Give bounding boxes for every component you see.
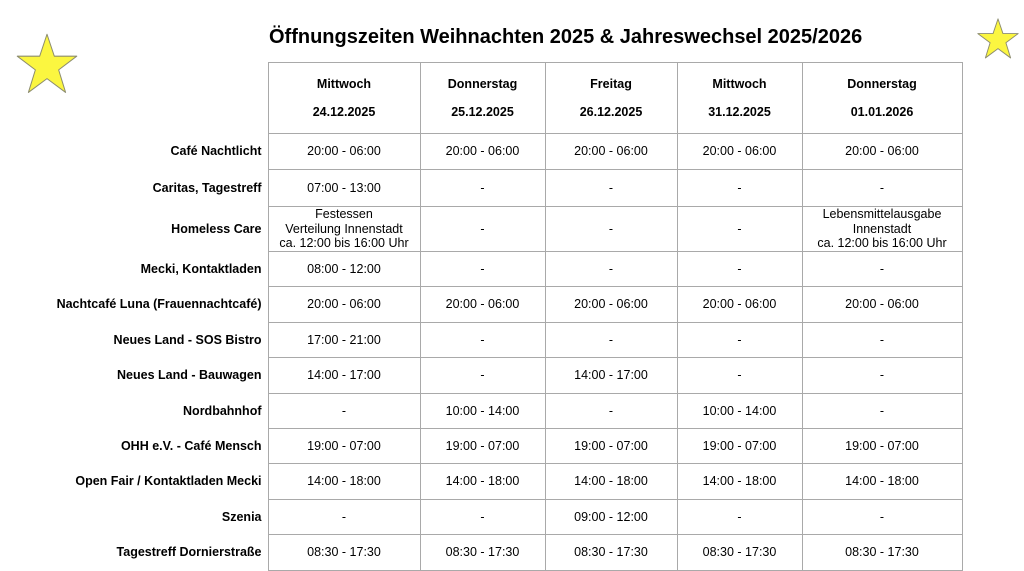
table-row [40, 535, 962, 571]
facility-name: Nachtcafé Luna (Frauennachtcafé) [56, 297, 262, 312]
opening-hours-cell: - [802, 252, 962, 287]
facility-name: Neues Land - Bauwagen [117, 368, 262, 383]
table-row [40, 170, 962, 207]
facility-name: Neues Land - SOS Bistro [113, 332, 262, 347]
opening-hours-cell: - [268, 394, 420, 429]
opening-hours-cell: 08:30 - 17:30 [268, 535, 420, 571]
opening-hours-cell: 09:00 - 12:00 [545, 500, 677, 535]
opening-hours-cell: 10:00 - 14:00 [420, 394, 545, 429]
opening-hours-cell: - [545, 207, 677, 252]
opening-hours-cell: 19:00 - 07:00 [677, 429, 802, 464]
opening-hours-cell: 08:30 - 17:30 [545, 535, 677, 571]
opening-hours-cell: - [802, 358, 962, 394]
opening-hours-cell: - [802, 394, 962, 429]
facility-name: Tagestreff Dornierstraße [116, 545, 262, 560]
opening-hours-cell: 20:00 - 06:00 [420, 287, 545, 323]
opening-hours-cell: - [802, 170, 962, 207]
table-row [40, 323, 962, 358]
opening-hours-cell: 17:00 - 21:00 [268, 323, 420, 358]
table-row [40, 394, 962, 429]
opening-hours-cell: - [420, 500, 545, 535]
day-weekday: Freitag [590, 77, 632, 91]
table-row [40, 429, 962, 464]
opening-hours-cell: - [420, 207, 545, 252]
table-row [40, 134, 962, 170]
table-row [40, 358, 962, 394]
day-weekday: Mittwoch [316, 77, 372, 91]
opening-hours-cell: Lebensmittelausgabe Innenstadt ca. 12:00 bis 16:00 Uhr [802, 207, 962, 252]
day-header [268, 63, 420, 134]
opening-hours-cell: 20:00 - 06:00 [802, 134, 962, 170]
opening-hours-cell: - [802, 500, 962, 535]
opening-hours-cell: 20:00 - 06:00 [802, 287, 962, 323]
table-row [40, 207, 962, 252]
day-weekday: Donnerstag [447, 77, 518, 91]
opening-hours-cell: 19:00 - 07:00 [802, 429, 962, 464]
day-header [677, 63, 802, 134]
day-header [420, 63, 545, 134]
opening-hours-cell: 14:00 - 17:00 [545, 358, 677, 394]
opening-hours-cell: - [420, 252, 545, 287]
opening-hours-cell: 14:00 - 18:00 [545, 464, 677, 500]
table-row [40, 252, 962, 287]
opening-hours-cell: - [545, 170, 677, 207]
day-date: 24.12.2025 [312, 105, 376, 119]
opening-hours-cell: - [677, 170, 802, 207]
opening-hours-cell: - [268, 500, 420, 535]
day-date: 31.12.2025 [708, 105, 771, 119]
opening-hours-cell: 14:00 - 18:00 [420, 464, 545, 500]
header-row [40, 63, 962, 134]
day-date: 01.01.2026 [850, 105, 914, 119]
right-star-shape [978, 19, 1018, 58]
day-header [545, 63, 677, 134]
opening-hours-cell: - [677, 323, 802, 358]
right-star-icon [977, 18, 1019, 59]
opening-hours-cell: 07:00 - 13:00 [268, 170, 420, 207]
day-weekday: Donnerstag [847, 77, 917, 91]
opening-hours-cell: - [545, 323, 677, 358]
opening-hours-cell: 20:00 - 06:00 [545, 134, 677, 170]
day-date: 25.12.2025 [451, 105, 514, 119]
header-corner [40, 63, 268, 134]
opening-hours-cell: - [677, 252, 802, 287]
opening-hours-cell: - [545, 394, 677, 429]
opening-hours-cell: - [677, 207, 802, 252]
opening-hours-cell: 08:30 - 17:30 [420, 535, 545, 571]
opening-hours-cell: 20:00 - 06:00 [677, 287, 802, 323]
opening-hours-cell: 20:00 - 06:00 [268, 134, 420, 170]
opening-hours-cell: 20:00 - 06:00 [268, 287, 420, 323]
facility-name: Café Nachtlicht [170, 144, 262, 159]
opening-hours-cell: - [420, 323, 545, 358]
day-header [802, 63, 962, 134]
opening-hours-cell: 20:00 - 06:00 [677, 134, 802, 170]
day-date: 26.12.2025 [579, 105, 643, 119]
facility-name: Szenia [221, 509, 262, 524]
opening-hours-cell: - [802, 323, 962, 358]
facility-name: Nordbahnhof [183, 403, 262, 418]
opening-hours-cell: 19:00 - 07:00 [545, 429, 677, 464]
opening-hours-cell: 08:30 - 17:30 [802, 535, 962, 571]
opening-hours-cell: 14:00 - 18:00 [677, 464, 802, 500]
table-row [40, 287, 962, 323]
day-weekday: Mittwoch [712, 77, 767, 91]
opening-hours-cell: - [677, 500, 802, 535]
opening-hours-cell: 19:00 - 07:00 [268, 429, 420, 464]
page-title: Öffnungszeiten Weihnachten 2025 & Jahreswechsel 2025/2026 [269, 26, 863, 48]
opening-hours-cell: 14:00 - 18:00 [268, 464, 420, 500]
opening-hours-cell: 08:30 - 17:30 [677, 535, 802, 571]
facility-name: Mecki, Kontaktladen [140, 261, 262, 276]
opening-hours-cell: 20:00 - 06:00 [420, 134, 545, 170]
opening-hours-cell: - [420, 358, 545, 394]
table-row [40, 464, 962, 500]
opening-hours-cell: 19:00 - 07:00 [420, 429, 545, 464]
facility-name: Homeless Care [171, 221, 262, 236]
opening-hours-cell: 08:00 - 12:00 [268, 252, 420, 287]
opening-hours-cell: - [677, 358, 802, 394]
opening-hours-cell: Festessen Verteilung Innenstadt ca. 12:00 bis 16:00 Uhr [268, 207, 420, 252]
opening-hours-cell: 20:00 - 06:00 [545, 287, 677, 323]
opening-hours-cell: - [420, 170, 545, 207]
facility-name: Caritas, Tagestreff [152, 180, 262, 195]
opening-hours-cell: 14:00 - 17:00 [268, 358, 420, 394]
opening-hours-cell: - [545, 252, 677, 287]
facility-name: OHH e.V. - Café Mensch [120, 438, 262, 453]
opening-hours-cell: 10:00 - 14:00 [677, 394, 802, 429]
facility-name: Open Fair / Kontaktladen Mecki [75, 474, 262, 489]
table-row [40, 500, 962, 535]
opening-hours-table [40, 62, 963, 571]
opening-hours-cell: 14:00 - 18:00 [802, 464, 962, 500]
